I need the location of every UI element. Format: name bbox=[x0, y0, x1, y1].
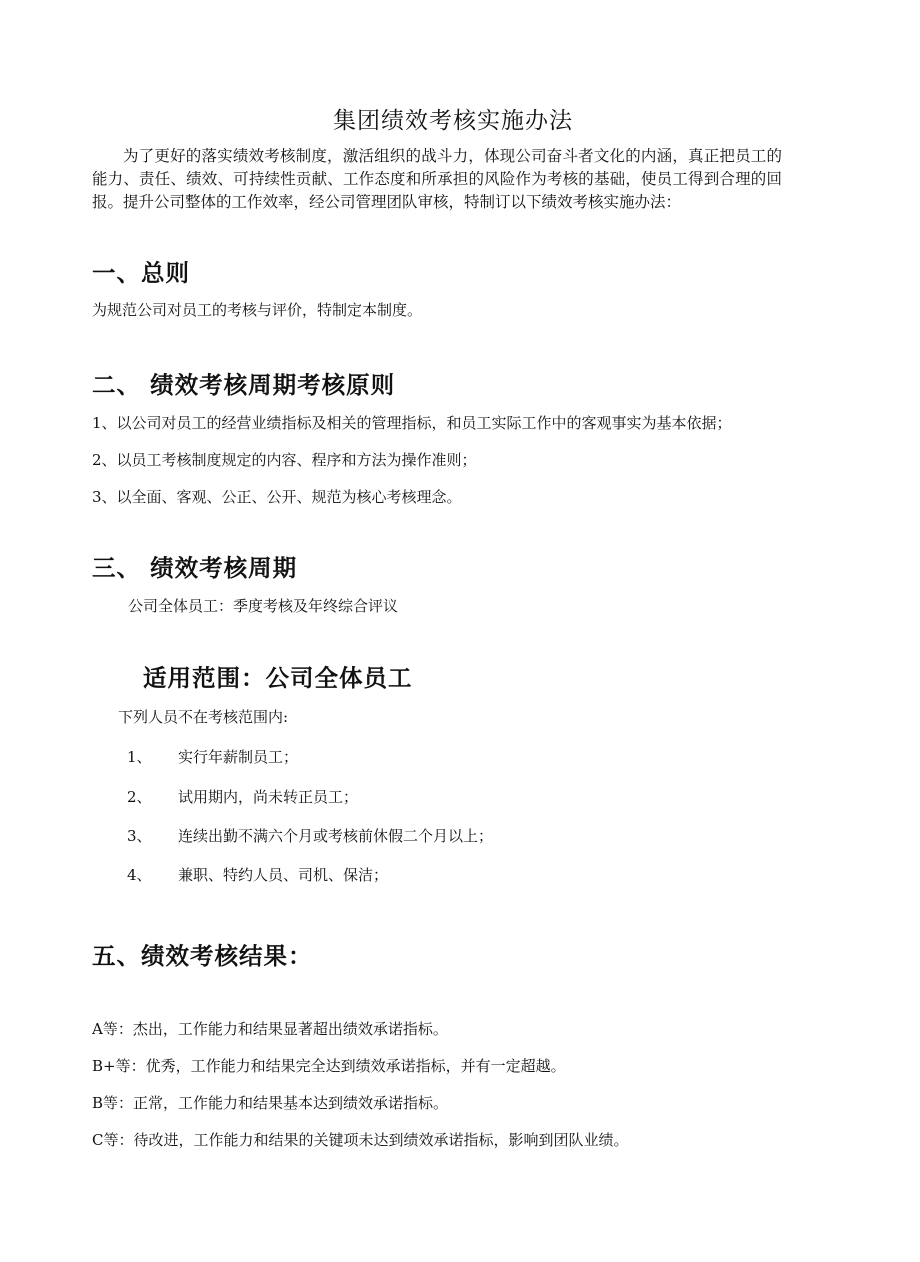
exclusion-item-number: 2、 bbox=[127, 788, 152, 806]
principle-item: 3、以全面、客观、公正、公开、规范为核心考核理念。 bbox=[92, 488, 462, 506]
exclusion-item-number: 4、 bbox=[127, 866, 152, 884]
grade-item: B+等：优秀，工作能力和结果完全达到绩效承诺指标，并有一定超越。 bbox=[92, 1057, 566, 1075]
exclusion-item-text: 兼职、特约人员、司机、保洁； bbox=[178, 866, 389, 884]
grade-item: A等：杰出，工作能力和结果显著超出绩效承诺指标。 bbox=[92, 1020, 448, 1038]
section-1-text: 为规范公司对员工的考核与评价，特制定本制度。 bbox=[92, 301, 423, 319]
principle-item: 2、以员工考核制度规定的内容、程序和方法为操作准则； bbox=[92, 451, 477, 469]
exclusion-lead: 下列人员不在考核范围内: bbox=[118, 708, 289, 726]
exclusion-item-number: 3、 bbox=[127, 827, 152, 845]
principle-item: 1、以公司对员工的经营业绩指标及相关的管理指标，和员工实际工作中的客观事实为基本依据； bbox=[92, 414, 732, 432]
section-3-text: 公司全体员工：季度考核及年终综合评议 bbox=[128, 597, 399, 615]
grade-item: B等：正常，工作能力和结果基本达到绩效承诺指标。 bbox=[92, 1094, 449, 1112]
section-3-heading: 三、 绩效考核周期 bbox=[92, 554, 298, 582]
section-1-heading: 一、总则 bbox=[92, 259, 190, 287]
grade-item: C等：待改进，工作能力和结果的关键项未达到绩效承诺指标，影响到团队业绩。 bbox=[92, 1131, 629, 1149]
exclusion-item-text: 试用期内，尚未转正员工； bbox=[178, 788, 359, 806]
document-title: 集团绩效考核实施办法 bbox=[333, 108, 573, 134]
exclusion-item-text: 连续出勤不满六个月或考核前休假二个月以上； bbox=[178, 827, 494, 845]
exclusion-item-text: 实行年薪制员工； bbox=[178, 748, 299, 766]
section-2-heading: 二、 绩效考核周期考核原则 bbox=[92, 371, 396, 399]
intro-paragraph: 为了更好的落实绩效考核制度，激活组织的战斗力，体现公司奋斗者文化的内涵，真正把员工的能力、责任、绩效、可持续性贡献、工作态度和所承担的风险作为考核的基础，使员工得到合理的回报。提升公司整体的工作效率，经公司管理团队审核，特制订以下绩效考核实施办法： bbox=[92, 147, 782, 211]
section-4-heading: 适用范围：公司全体员工 bbox=[143, 664, 413, 692]
exclusion-item-number: 1、 bbox=[127, 748, 152, 766]
section-5-heading: 五、绩效考核结果： bbox=[92, 942, 313, 970]
